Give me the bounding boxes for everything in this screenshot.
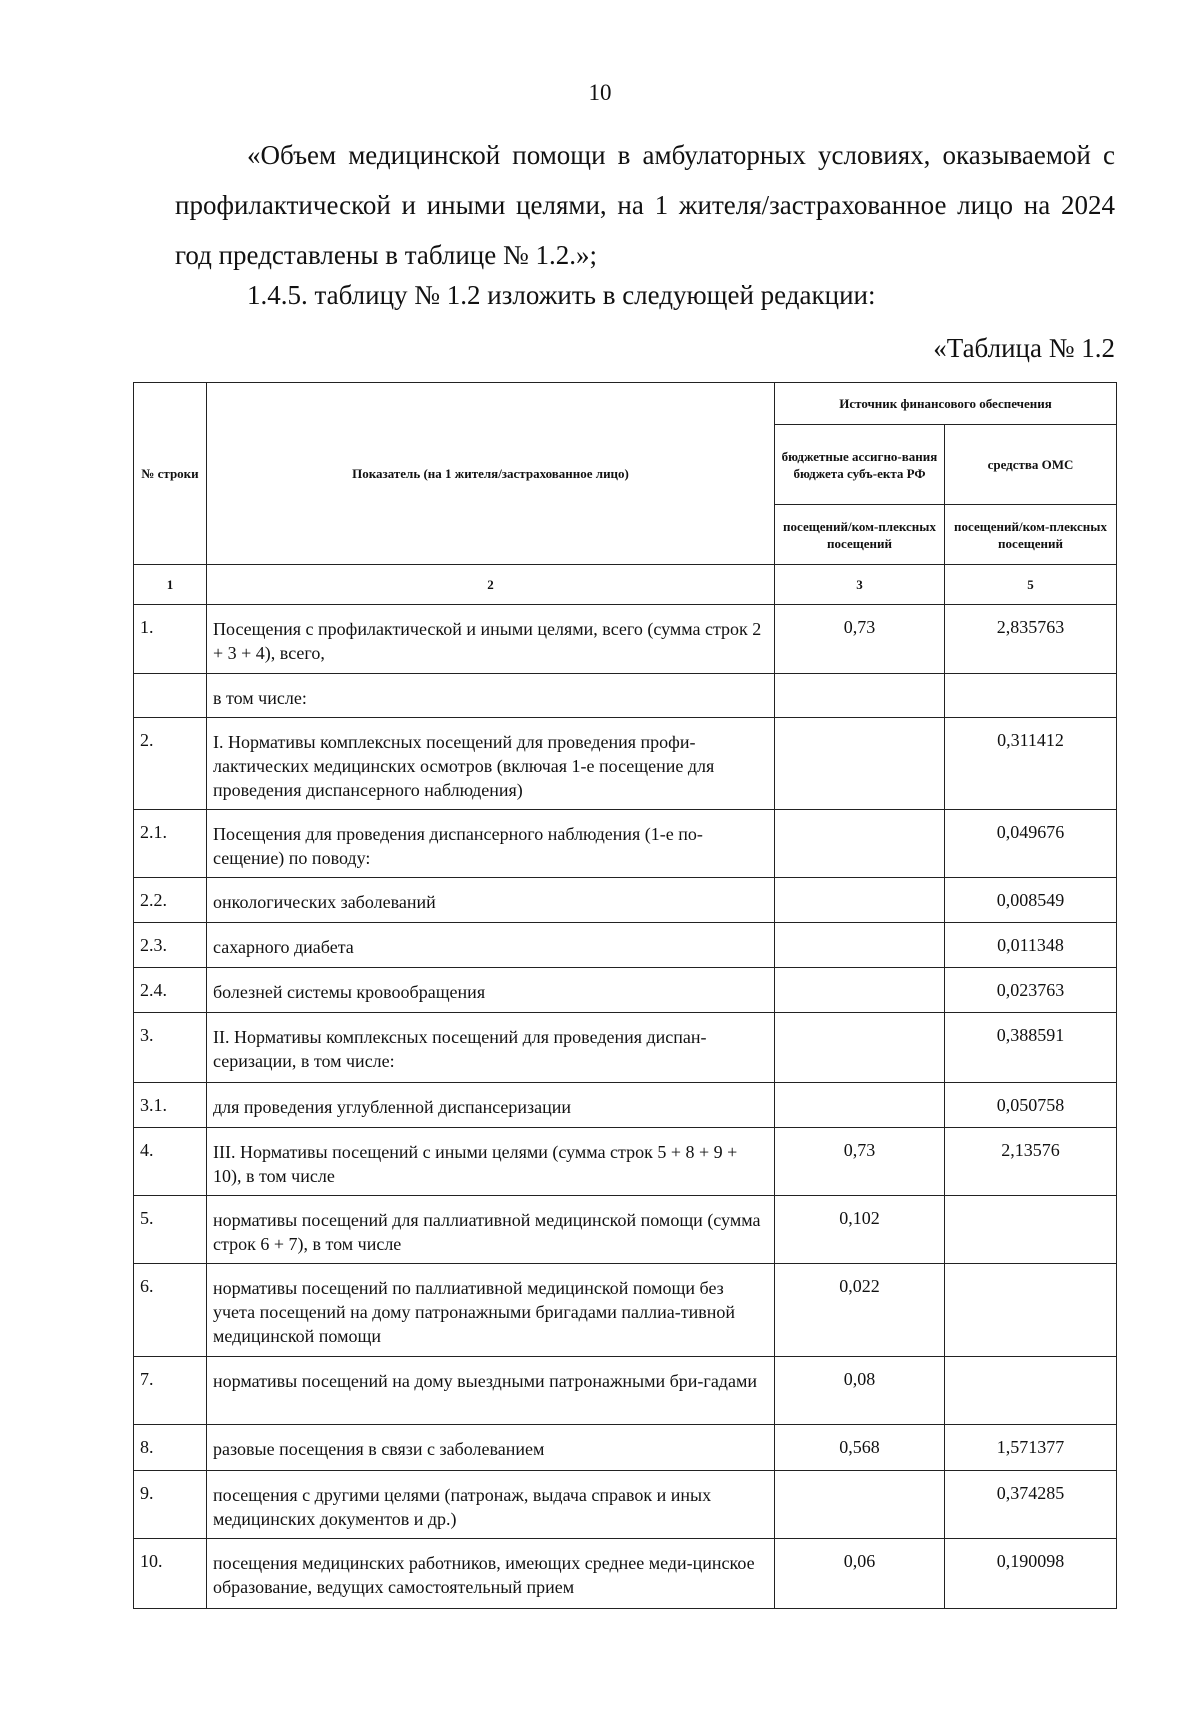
- row-number: 3.: [134, 1013, 207, 1083]
- intro-paragraph: «Объем медицинской помощи в амбулаторных условиях, оказываемой с профилактической и иными целями, на 1 жителя/застрахованное лицо на 2024 год представлены в таблице № 1.2.»;: [175, 140, 1115, 270]
- header-indicator: Показатель (на 1 жителя/застрахованное лицо): [207, 383, 775, 565]
- row-oms-value: 2,835763: [945, 605, 1117, 674]
- row-indicator: нормативы посещений на дому выездными патронажными бри-гадами: [207, 1357, 775, 1425]
- row-number: 3.1.: [134, 1083, 207, 1128]
- row-number: 2.2.: [134, 878, 207, 923]
- row-budget-value: [775, 810, 945, 878]
- row-budget-value: 0,022: [775, 1264, 945, 1357]
- row-number: 4.: [134, 1128, 207, 1196]
- header-unit-oms: посещений/ком-плексных посещений: [945, 505, 1117, 565]
- header-oms: средства ОМС: [945, 425, 1117, 505]
- table-row: [134, 1013, 1117, 1083]
- header-row-number: № строки: [134, 383, 207, 565]
- row-indicator: Посещения для проведения диспансерного наблюдения (1-е по-сещение) по поводу:: [207, 810, 775, 878]
- row-indicator: болезней системы кровообращения: [207, 968, 775, 1013]
- row-budget-value: [775, 923, 945, 968]
- row-budget-value: 0,73: [775, 605, 945, 674]
- row-indicator: II. Нормативы комплексных посещений для проведения диспан-серизации, в том числе:: [207, 1013, 775, 1083]
- row-number: 1.: [134, 605, 207, 674]
- table-row: [134, 1083, 1117, 1128]
- row-number: 6.: [134, 1264, 207, 1357]
- row-number: 9.: [134, 1471, 207, 1539]
- row-indicator: сахарного диабета: [207, 923, 775, 968]
- row-budget-value: 0,568: [775, 1425, 945, 1471]
- row-budget-value: 0,06: [775, 1539, 945, 1609]
- row-indicator: Посещения с профилактической и иными целями, всего (сумма строк 2 + 3 + 4), всего,: [207, 605, 775, 674]
- row-oms-value: [945, 1196, 1117, 1264]
- table-row: [134, 878, 1117, 923]
- row-oms-value: 0,023763: [945, 968, 1117, 1013]
- row-budget-value: 0,73: [775, 1128, 945, 1196]
- row-oms-value: 2,13576: [945, 1128, 1117, 1196]
- row-indicator: нормативы посещений для паллиативной медицинской помощи (сумма строк 6 + 7), в том числе: [207, 1196, 775, 1264]
- row-number: 8.: [134, 1425, 207, 1471]
- row-budget-value: 0,08: [775, 1357, 945, 1425]
- row-indicator: I. Нормативы комплексных посещений для проведения профи-лактических медицинских осмотров (включая 1-е посещение для проведения диспансерного наблюдения): [207, 718, 775, 810]
- table-row: [134, 810, 1117, 878]
- row-oms-value: 0,050758: [945, 1083, 1117, 1128]
- row-budget-value: [775, 718, 945, 810]
- norms-table: [133, 382, 1117, 1609]
- row-budget-value: [775, 1013, 945, 1083]
- amendment-line: 1.4.5. таблицу № 1.2 изложить в следующей редакции:: [247, 280, 876, 310]
- row-number: 2.1.: [134, 810, 207, 878]
- table-caption: «Таблица № 1.2: [933, 333, 1115, 363]
- table-row: [134, 674, 1117, 718]
- column-number: 3: [775, 565, 945, 605]
- row-budget-value: [775, 1083, 945, 1128]
- column-number: 5: [945, 565, 1117, 605]
- row-number: 10.: [134, 1539, 207, 1609]
- table-row: [134, 1539, 1117, 1609]
- table-row: [134, 1128, 1117, 1196]
- table-row: [134, 923, 1117, 968]
- header-budget: бюджетные ассигно-вания бюджета субъ-екта РФ: [775, 425, 945, 505]
- row-oms-value: 0,190098: [945, 1539, 1117, 1609]
- row-budget-value: [775, 1471, 945, 1539]
- row-oms-value: [945, 674, 1117, 718]
- page-number: 10: [588, 80, 612, 105]
- row-oms-value: 0,011348: [945, 923, 1117, 968]
- table-row: [134, 718, 1117, 810]
- row-oms-value: 0,049676: [945, 810, 1117, 878]
- row-budget-value: [775, 878, 945, 923]
- row-budget-value: 0,102: [775, 1196, 945, 1264]
- row-budget-value: [775, 674, 945, 718]
- row-number: 2.3.: [134, 923, 207, 968]
- row-oms-value: 0,311412: [945, 718, 1117, 810]
- row-number: 2.4.: [134, 968, 207, 1013]
- header-unit-budget: посещений/ком-плексных посещений: [775, 505, 945, 565]
- row-oms-value: [945, 1264, 1117, 1357]
- table-row: [134, 1196, 1117, 1264]
- row-indicator: нормативы посещений по паллиативной медицинской помощи без учета посещений на дому патронажными бригадами паллиа-тивной медицинской помощи: [207, 1264, 775, 1357]
- row-oms-value: 0,008549: [945, 878, 1117, 923]
- column-number: 2: [207, 565, 775, 605]
- row-indicator: в том числе:: [207, 674, 775, 718]
- row-number: 2.: [134, 718, 207, 810]
- row-oms-value: 1,571377: [945, 1425, 1117, 1471]
- row-indicator: для проведения углубленной диспансеризации: [207, 1083, 775, 1128]
- table-row: [134, 968, 1117, 1013]
- row-number: 5.: [134, 1196, 207, 1264]
- table-row: [134, 1357, 1117, 1425]
- row-number: 7.: [134, 1357, 207, 1425]
- row-indicator: посещения медицинских работников, имеющих среднее меди-цинское образование, ведущих самостоятельный прием: [207, 1539, 775, 1609]
- row-budget-value: [775, 968, 945, 1013]
- row-indicator: III. Нормативы посещений с иными целями (сумма строк 5 + 8 + 9 + 10), в том числе: [207, 1128, 775, 1196]
- row-indicator: посещения с другими целями (патронаж, выдача справок и иных медицинских документов и др.): [207, 1471, 775, 1539]
- row-indicator: разовые посещения в связи с заболеванием: [207, 1425, 775, 1471]
- table-row: [134, 1264, 1117, 1357]
- row-oms-value: 0,374285: [945, 1471, 1117, 1539]
- table-row: [134, 605, 1117, 674]
- table-row: [134, 1471, 1117, 1539]
- table-row: [134, 1425, 1117, 1471]
- row-number: [134, 674, 207, 718]
- column-number: 1: [134, 565, 207, 605]
- row-indicator: онкологических заболеваний: [207, 878, 775, 923]
- row-oms-value: 0,388591: [945, 1013, 1117, 1083]
- row-oms-value: [945, 1357, 1117, 1425]
- header-funding-source: Источник финансового обеспечения: [775, 383, 1117, 425]
